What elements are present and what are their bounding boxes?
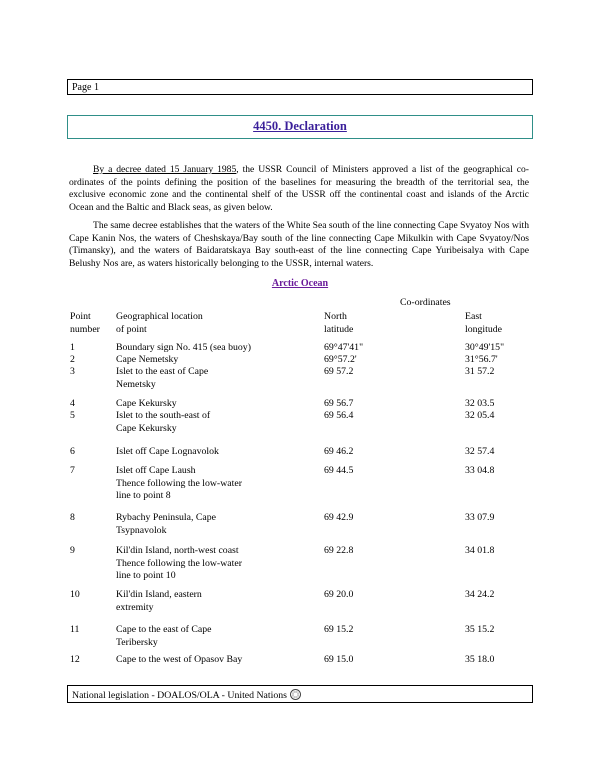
point-number: 11 (70, 624, 80, 635)
location-line: Islet off Cape Lognavolok (116, 446, 219, 457)
point-location (116, 465, 306, 503)
decree-date-lead: By a decree dated 15 January 1985 (93, 164, 237, 175)
north-latitude: 69 56.7 (324, 398, 354, 409)
point-location (116, 354, 306, 367)
header-east (465, 311, 545, 336)
location-line: line to point 10 (116, 570, 176, 581)
location-line: Nemetsky (116, 378, 156, 390)
north-latitude: 69 42.9 (324, 512, 354, 523)
north-latitude: 69°57.2' (324, 354, 357, 365)
point-location (116, 512, 306, 537)
point-location (116, 446, 306, 459)
location-line: Boundary sign No. 415 (sea buoy) (116, 342, 251, 353)
document-title: 4450. Declaration (253, 119, 347, 133)
header-north-line1: North (324, 311, 347, 322)
point-number: 9 (70, 545, 75, 556)
location-line: Rybachy Peninsula, Cape (116, 512, 217, 523)
point-number: 12 (70, 654, 80, 665)
header-point (70, 311, 110, 336)
location-line: Thence following the low-water (116, 477, 242, 489)
point-location (116, 589, 306, 614)
north-latitude: 69 57.2 (324, 366, 354, 377)
location-line: line to point 8 (116, 490, 171, 501)
header-location-line1: Geographical location (116, 311, 203, 322)
east-longitude: 34 01.8 (465, 545, 495, 556)
north-latitude: 69 22.8 (324, 545, 354, 556)
point-location (116, 624, 306, 649)
header-point-line2: number (70, 323, 100, 335)
header-east-line1: East (465, 311, 482, 322)
point-location (116, 366, 306, 391)
point-location (116, 398, 306, 411)
east-longitude: 32 57.4 (465, 446, 495, 457)
location-line: Cape Kekursky (116, 422, 177, 434)
header-location (116, 311, 276, 336)
north-latitude: 69 46.2 (324, 446, 354, 457)
east-longitude: 30°49'15" (465, 342, 505, 353)
location-line: Cape to the east of Cape (116, 624, 212, 635)
east-longitude: 31°56.7' (465, 354, 498, 365)
header-east-line2: longitude (465, 323, 503, 335)
location-line: Teribersky (116, 636, 158, 648)
footer (67, 685, 533, 703)
north-latitude: 69°47'41" (324, 342, 364, 353)
point-number: 5 (70, 410, 75, 421)
location-line: Islet off Cape Laush (116, 465, 196, 476)
north-latitude: 69 15.2 (324, 624, 354, 635)
location-line: Kil'din Island, eastern (116, 589, 202, 600)
east-longitude: 35 18.0 (465, 654, 495, 665)
location-line: Islet to the east of Cape (116, 366, 209, 377)
location-line: Cape Nemetsky (116, 354, 179, 365)
location-line: Cape Kekursky (116, 398, 177, 409)
north-latitude: 69 44.5 (324, 465, 354, 476)
point-number: 10 (70, 589, 80, 600)
un-emblem-icon (290, 689, 301, 700)
point-number: 4 (70, 398, 75, 409)
east-longitude: 34 24.2 (465, 589, 495, 600)
header-location-line2: of point (116, 323, 147, 335)
east-longitude: 35 15.2 (465, 624, 495, 635)
header-point-line1: Point (70, 311, 91, 322)
header-north (324, 311, 404, 336)
coordinates-label: Co-ordinates (400, 297, 451, 308)
point-number: 6 (70, 446, 75, 457)
point-number: 1 (70, 342, 75, 353)
east-longitude: 33 04.8 (465, 465, 495, 476)
internal-waters-text: The same decree establishes that the waters of the White Sea south of the line connecting Cape Svyatoy Nos with Cape Kanin Nos, the waters of Cheshskaya/Bay south of the line connecting Cape Mikulkin with Cape Svyatoy/Nos (Timansky), and the waters of Baidaratskaya Bay south-east of the line connecting Cape Yuribeisalya with Cape Belushy Nos are, as waters historically belonging to the USSR, internal waters. (69, 220, 529, 269)
east-longitude: 31 57.2 (465, 366, 495, 377)
footer-text: National legislation - DOALOS/OLA - United Nations (72, 690, 287, 701)
title-box (67, 115, 533, 139)
location-line: Thence following the low-water (116, 557, 242, 569)
paragraph-decree (69, 164, 529, 214)
page-header (67, 79, 533, 95)
point-location (116, 410, 306, 435)
east-longitude: 32 03.5 (465, 398, 495, 409)
east-longitude: 32 05.4 (465, 410, 495, 421)
location-line: extremity (116, 601, 154, 613)
point-number: 8 (70, 512, 75, 523)
east-longitude: 33 07.9 (465, 512, 495, 523)
location-line: Cape to the west of Opasov Bay (116, 654, 243, 665)
north-latitude: 69 56.4 (324, 410, 354, 421)
north-latitude: 69 15.0 (324, 654, 354, 665)
page-number: Page 1 (72, 82, 99, 93)
north-latitude: 69 20.0 (324, 589, 354, 600)
paragraph-internal-waters (69, 220, 529, 270)
location-line: Tsypnavolok (116, 524, 167, 536)
point-location (116, 342, 306, 355)
point-location (116, 654, 306, 667)
header-north-line2: latitude (324, 323, 354, 335)
decree-body: , the USSR Council of Ministers approved a list of the geographical co-ordinates of the points defining the position of the baselines for measuring the breadth of the territorial sea, the exclusive economic zone and the continental shelf of the USSR off the continental coast and islands of the Arctic Ocean and the Baltic and Black seas, as given below. (69, 164, 530, 213)
section-heading: Arctic Ocean (271, 278, 329, 289)
location-line: Islet to the south-east of (116, 410, 211, 421)
point-number: 2 (70, 354, 75, 365)
point-location (116, 545, 306, 583)
point-number: 7 (70, 465, 75, 476)
location-line: Kil'din Island, north-west coast (116, 545, 239, 556)
point-number: 3 (70, 366, 75, 377)
